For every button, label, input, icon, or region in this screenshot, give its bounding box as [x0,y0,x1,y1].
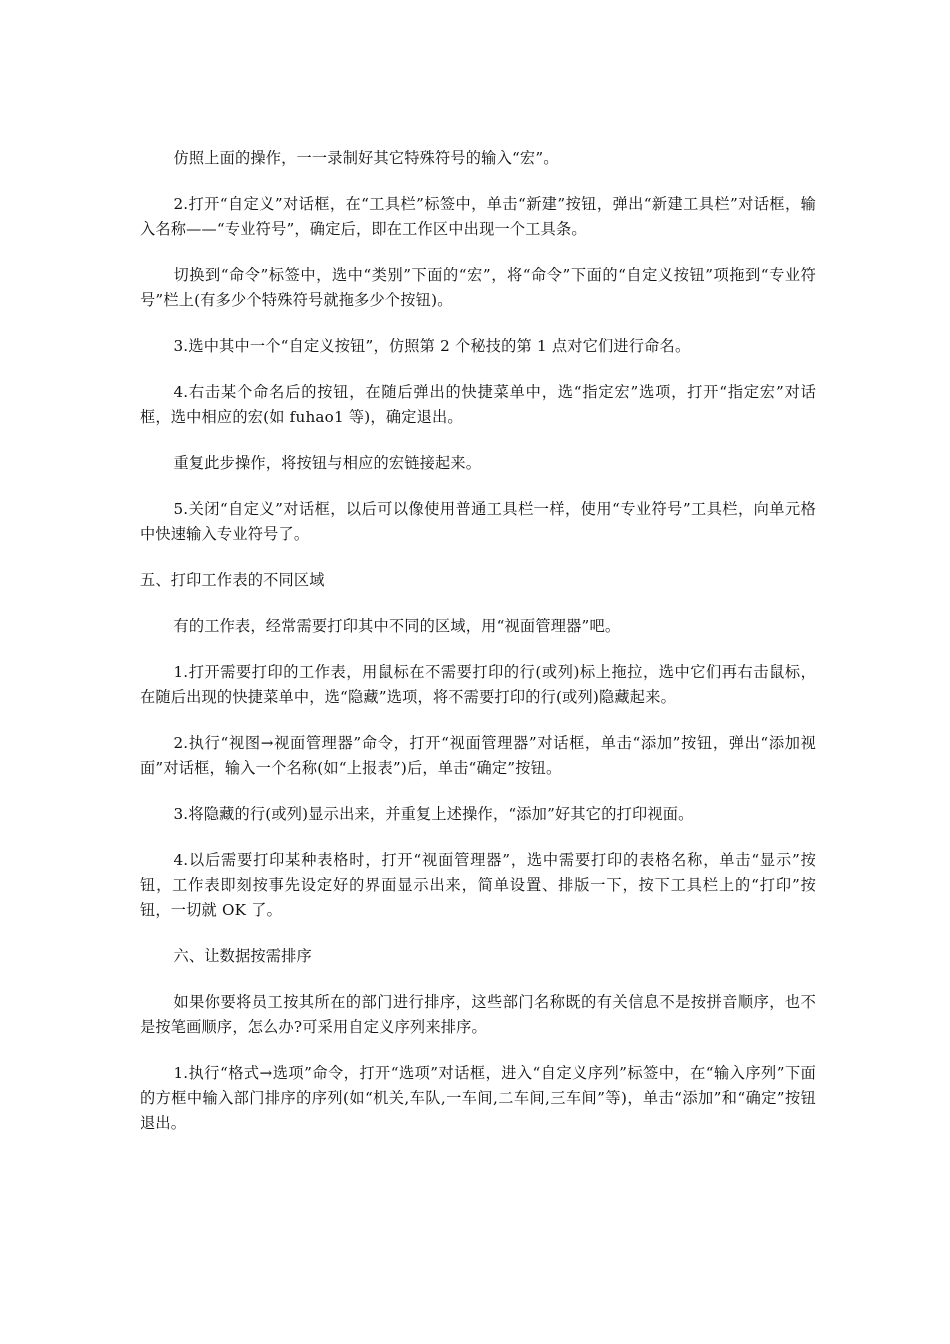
section-heading-sort: 六、让数据按需排序 [173,947,312,965]
paragraph-sort-step-1: 1.执行“格式→选项”命令，打开“选项”对话框，进入“自定义序列”标签中，在“输入序列”下面的方框中输入部门排序的序列(如“机关,车队,一车间,二车间,三车间”等)，单击“添加”和“确定”按钮退出。 [140,1064,816,1132]
paragraph-step-5-close: 5.关闭“自定义”对话框，以后可以像使用普通工具栏一样，使用“专业符号”工具栏，向单元格中快速输入专业符号了。 [140,500,816,543]
paragraph-step-3-name: 3.选中其中一个“自定义按钮”，仿照第 2 个秘技的第 1 点对它们进行命名。 [173,337,691,355]
section-heading-print-areas: 五、打印工作表的不同区域 [140,571,325,589]
paragraph-sort-intro: 如果你要将员工按其所在的部门进行排序，这些部门名称既的有关信息不是按拼音顺序，也不是按笔画顺序，怎么办?可采用自定义序列来排序。 [140,993,816,1036]
paragraph-macro-intro: 仿照上面的操作，一一录制好其它特殊符号的输入“宏”。 [173,149,559,167]
paragraph-repeat-step: 重复此步操作，将按钮与相应的宏链接起来。 [173,454,482,472]
paragraph-step-2-toolbar: 2.打开“自定义”对话框，在“工具栏”标签中，单击“新建”按钮，弹出“新建工具栏”对话框，输入名称——“专业符号”，确定后，即在工作区中出现一个工具条。 [140,195,816,238]
paragraph-print-step-2: 2.执行“视图→视面管理器”命令，打开“视面管理器”对话框，单击“添加”按钮，弹出“添加视面”对话框，输入一个名称(如“上报表”)后，单击“确定”按钮。 [140,734,816,777]
paragraph-print-step-1: 1.打开需要打印的工作表，用鼠标在不需要打印的行(或列)标上拖拉，选中它们再右击鼠标，在随后出现的快捷菜单中，选“隐藏”选项，将不需要打印的行(或列)隐藏起来。 [140,663,816,706]
paragraph-print-step-4: 4.以后需要打印某种表格时，打开“视面管理器”，选中需要打印的表格名称，单击“显示”按钮，工作表即刻按事先设定好的界面显示出来，简单设置、排版一下，按下工具栏上的“打印”按钮，一切就 OK 了。 [140,851,816,919]
paragraph-switch-command-tab: 切换到“命令”标签中，选中“类别”下面的“宏”，将“命令”下面的“自定义按钮”项拖到“专业符号”栏上(有多少个特殊符号就拖多少个按钮)。 [140,266,816,309]
paragraph-step-4-assign-macro: 4.右击某个命名后的按钮，在随后弹出的快捷菜单中，选“指定宏”选项，打开“指定宏”对话框，选中相应的宏(如 fuhao1 等)，确定退出。 [140,383,816,426]
document-page [140,146,816,1157]
paragraph-print-step-3: 3.将隐藏的行(或列)显示出来，并重复上述操作，“添加”好其它的打印视面。 [173,805,694,823]
paragraph-view-manager-intro: 有的工作表，经常需要打印其中不同的区域，用“视面管理器”吧。 [173,617,621,635]
